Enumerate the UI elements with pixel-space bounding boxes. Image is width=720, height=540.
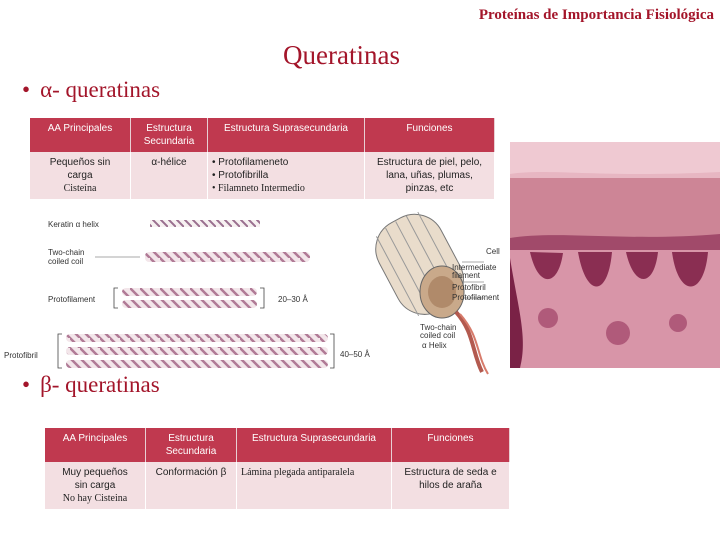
table-header-aa: AA Principales [30, 118, 131, 152]
label-dim-20-30: 20–30 Å [278, 295, 308, 304]
table-header-row [45, 428, 510, 462]
bullet-dot: • [22, 77, 31, 102]
hair-label-filament: filament [452, 271, 481, 280]
table-row [45, 462, 510, 509]
hair-label-coiled-coil: coiled coil [420, 331, 456, 340]
skin-histology-image [508, 138, 720, 368]
cell-aa-line: carga [67, 170, 93, 181]
table-header-secondary: Estructura Secundaria [146, 428, 237, 462]
keratin-assembly-diagram [0, 208, 400, 372]
cell-aa-line: Muy pequeños [62, 467, 128, 478]
table-header-aa: AA Principales [45, 428, 146, 462]
table-row [30, 152, 495, 199]
table-header-supra: Estructura Suprasecundaria [237, 428, 392, 462]
hair-label-cell: Cell [486, 247, 500, 256]
cell-supra: Lámina plegada antiparalela [237, 462, 392, 509]
label-protofibril: Protofibril [4, 351, 38, 360]
beta-keratin-table [45, 428, 510, 509]
label-dim-40-50: 40–50 Å [340, 350, 370, 359]
hair-label-protofibril: Protofibril [452, 283, 486, 292]
cell-functions: Estructura de seda e hilos de araña [392, 462, 510, 509]
cell-secondary: α-hélice [131, 152, 208, 199]
hair-label-two-chain: Two-chain [420, 323, 457, 332]
cell-aa [30, 152, 131, 199]
table-header-secondary: Estructura Secundaria [131, 118, 208, 152]
cell-secondary: Conformación β [146, 462, 237, 509]
beta-heading: β- queratinas [40, 372, 160, 397]
cell-supra-item: • Protofilameneto [212, 157, 289, 168]
cell-aa-line: Pequeños sin [49, 157, 111, 168]
slide-title: Queratinas [283, 40, 400, 70]
alpha-heading: α- queratinas [40, 77, 161, 102]
hair-label-helix: α Helix [422, 341, 447, 350]
beta-bullet [22, 372, 160, 398]
cell-aa [45, 462, 146, 509]
table-header-functions: Funciones [365, 118, 495, 152]
header-title: Proteínas de Importancia Fisiológica [478, 7, 714, 23]
table-header-functions: Funciones [392, 428, 510, 462]
cell-supra [208, 152, 365, 199]
cell-aa-line: Cisteína [63, 183, 97, 194]
cell-supra-item: • Protofibrilla [212, 170, 269, 181]
label-protofilament: Protofilament [48, 295, 96, 304]
label-two-chain: Two-chain [48, 248, 85, 257]
label-coiled-coil: coiled coil [48, 257, 84, 266]
alpha-bullet [22, 77, 160, 103]
bullet-dot: • [22, 372, 31, 397]
cell-functions: Estructura de piel, pelo, lana, uñas, plumas, pinzas, etc [365, 152, 495, 199]
table-header-supra: Estructura Suprasecundaria [208, 118, 365, 152]
table-header-row [30, 118, 495, 152]
label-keratin-helix: Keratin α helix [48, 220, 99, 229]
hair-label-intermediate: Intermediate [452, 263, 497, 272]
cell-aa-line: No hay Cisteina [62, 493, 128, 504]
cell-aa-line: sin carga [74, 480, 116, 491]
alpha-keratin-table [30, 118, 495, 199]
hair-label-protofilament: Protofilament [452, 293, 500, 302]
cell-supra-item: • Filamneto Intermedio [212, 183, 305, 194]
